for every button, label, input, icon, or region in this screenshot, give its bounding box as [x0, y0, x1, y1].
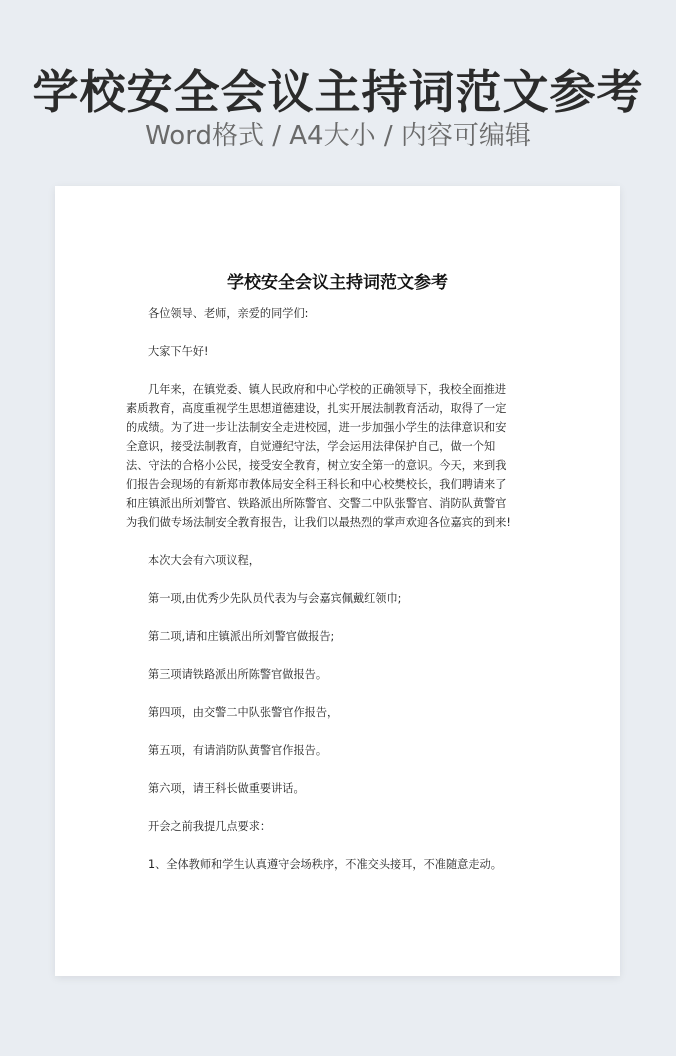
agenda-item: 第四项，由交警二中队张警官作报告， — [148, 706, 339, 719]
requirements-intro: 开会之前我提几点要求： — [148, 820, 272, 833]
agenda-intro: 本次大会有六项议程， — [148, 554, 260, 567]
agenda-item: 第二项,请和庄镇派出所刘警官做报告; — [148, 630, 335, 643]
banner-title: 学校安全会议主持词范文参考 — [32, 65, 644, 119]
agenda-item: 第六项，请王科长做重要讲话。 — [148, 782, 305, 795]
document-page — [55, 186, 620, 976]
agenda-item: 第三项请铁路派出所陈警官做报告。 — [148, 668, 328, 681]
salutation: 各位领导、老师，亲爱的同学们: — [148, 307, 309, 320]
intro-paragraph: 几年来，在镇党委、镇人民政府和中心学校的正确领导下，我校全面推进素质教育，高度重视学生思想道德建设，扎实开展法制教育活动，取得了一定的成绩。为了进一步让法制安全走进校园，进一步加强小学生的法律意识和安全意识，接受法制教育，自觉遵纪守法，学会运用法律保护自己，做一个知法、守法的合格小公民，接受安全教育，树立安全第一的意识。今天，来到我们报告会现场的有新郑市教体局安全科王科长和中心校樊校长，我们聘请来了和庄镇派出所刘警官、铁路派出所陈警官、交警二中队张警官、消防队黄警官为我们做专场法制安全教育报告，让我们以最热烈的掌声欢迎各位嘉宾的到来! — [126, 383, 511, 529]
greeting: 大家下午好! — [148, 345, 209, 358]
agenda-item: 第一项,由优秀少先队员代表为与会嘉宾佩戴红领巾; — [148, 592, 402, 605]
document-body — [126, 304, 538, 893]
requirement-item: 1、全体教师和学生认真遵守会场秩序，不准交头接耳，不准随意走动。 — [148, 858, 502, 871]
agenda-item: 第五项，有请消防队黄警官作报告。 — [148, 744, 328, 757]
document-title: 学校安全会议主持词范文参考 — [227, 273, 448, 293]
banner-subtitle: Word格式 / A4大小 / 内容可编辑 — [145, 121, 531, 151]
